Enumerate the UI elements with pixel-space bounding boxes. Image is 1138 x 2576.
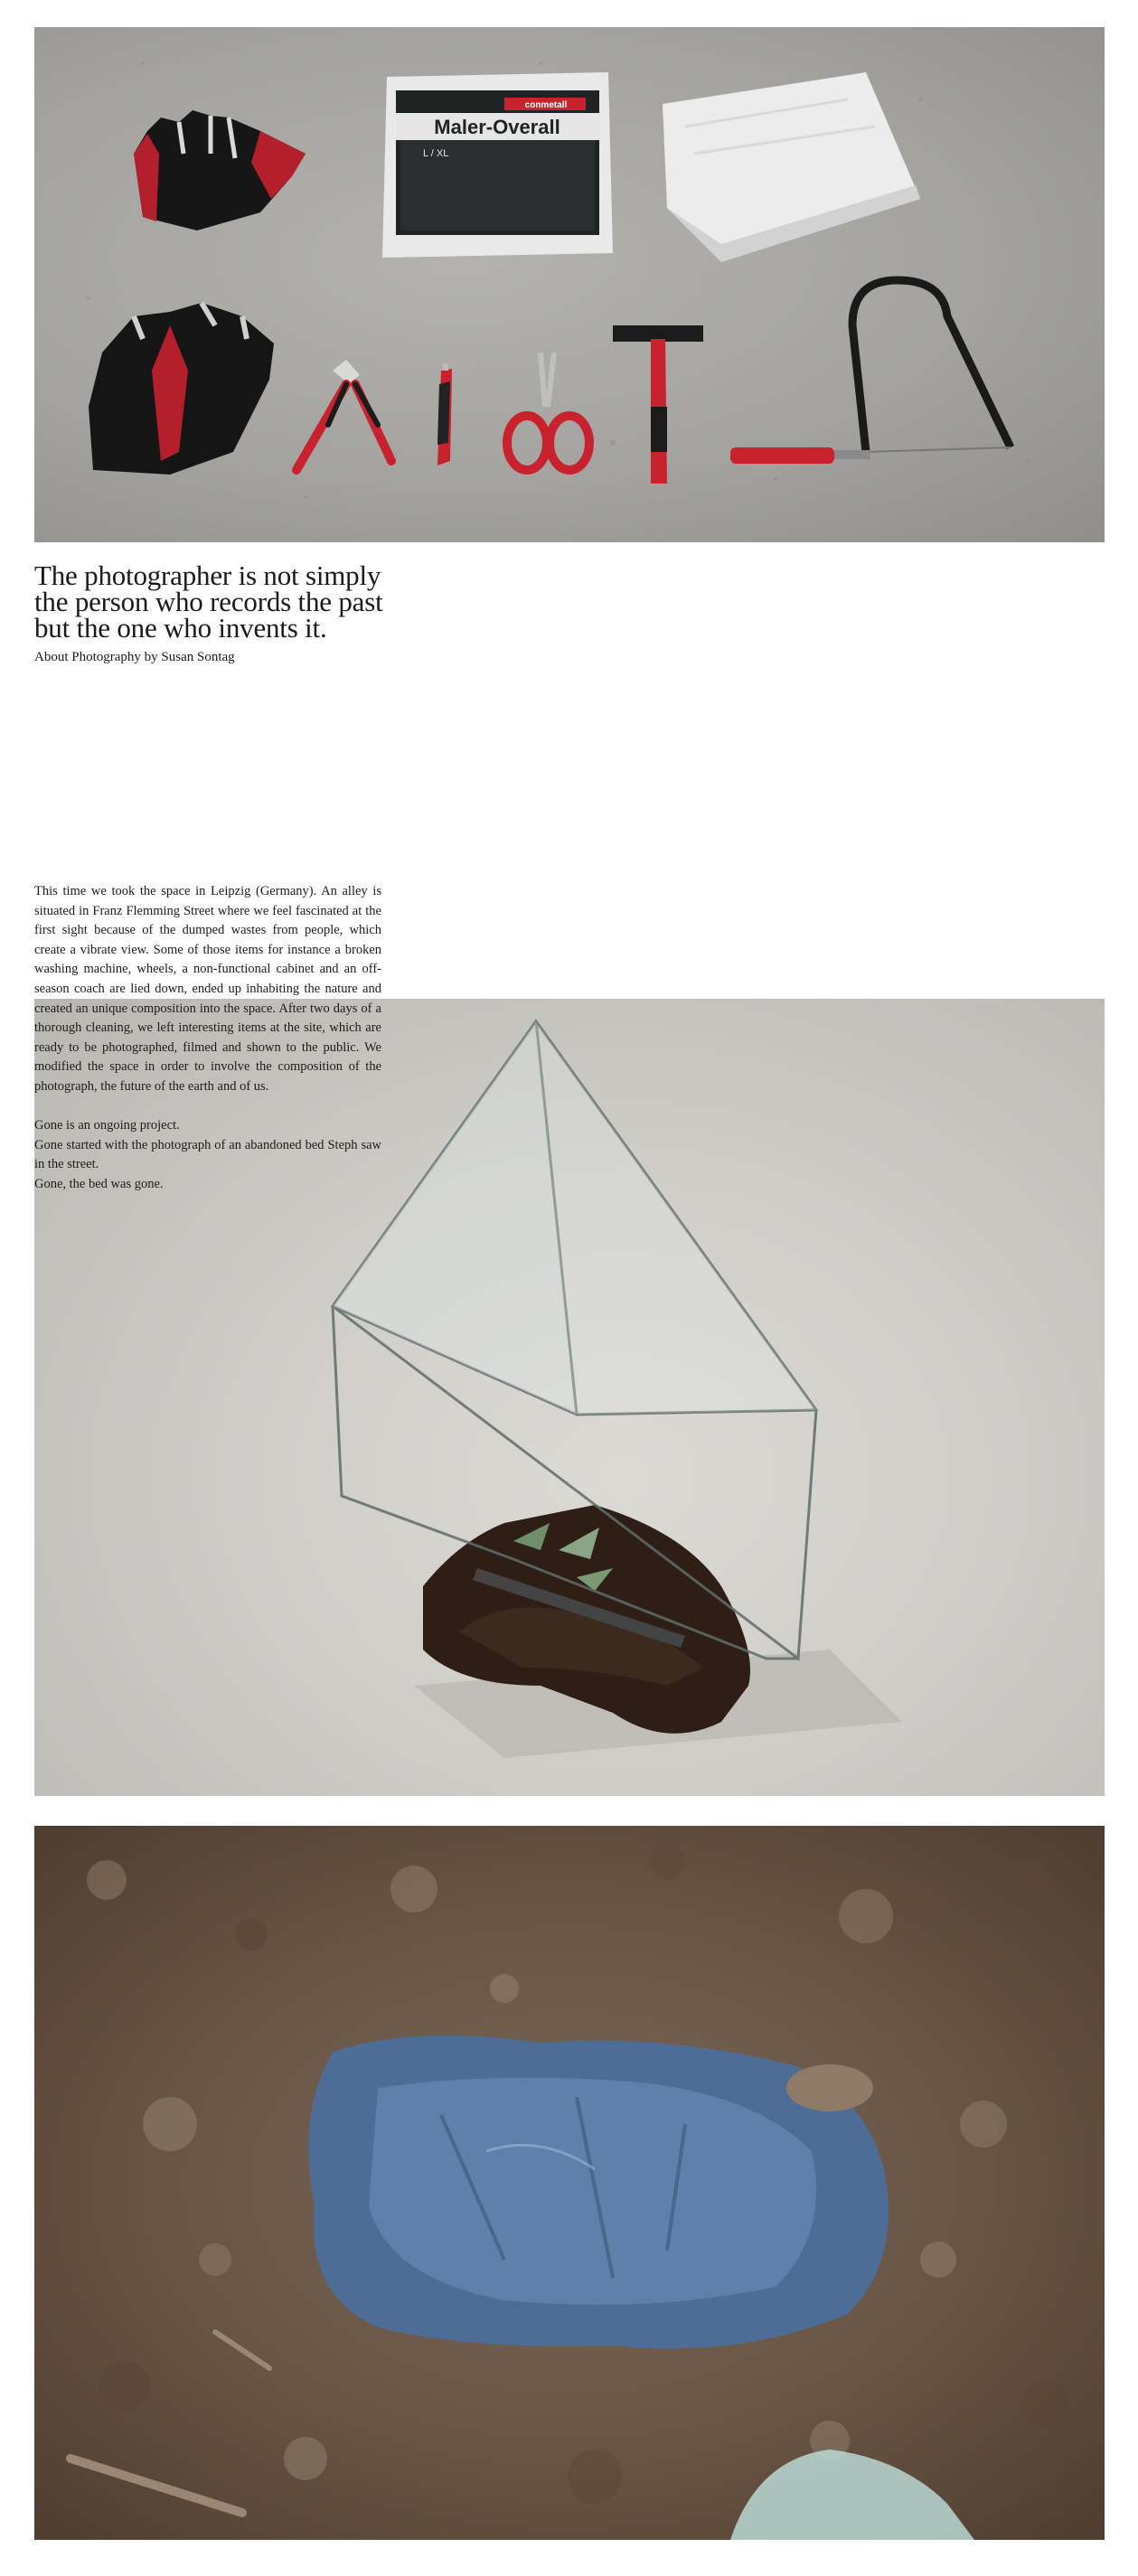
tools-photo-illustration (34, 27, 1105, 542)
description-line-1: Gone is an ongoing project. (34, 1118, 180, 1133)
gloves-red-icon (134, 110, 306, 230)
scissors-icon (507, 353, 589, 470)
project-description (34, 882, 381, 1195)
overall-package-brand: conmetall (524, 100, 568, 110)
pliers-icon (296, 360, 391, 470)
white-cloth (663, 72, 920, 262)
box-cutter-icon (437, 363, 452, 465)
gloves-black-icon (89, 303, 274, 475)
overall-package-title: Maler-Overall (434, 116, 560, 138)
hammer-icon (613, 325, 703, 484)
overall-package (382, 72, 613, 258)
coping-saw-icon (730, 280, 1011, 464)
description-line-3: Gone, the bed was gone. (34, 1176, 164, 1191)
description-line-2: Gone started with the photograph of an abandoned bed Steph saw in the street. (34, 1137, 381, 1172)
description-paragraph: This time we took the space in Leipzig (Germany). An alley is situated in Franz Flemming Street where we feel fascinated at the first sight because of the dumped wastes from people, which create a vibrate view. Some of those items for instance a broken washing machine, wheels, a non-functional cabinet and an off-season coach are lied down, ended up inhabiting the nature and created an unique composition into the space. After two days of a thorough cleaning, we left interesting items at the site, which are ready to be photographed, filmed and shown to the public. We modified the space in order to involve the composition of the photograph, the future of the earth and of us. (34, 884, 381, 1094)
quote-block (34, 559, 396, 665)
quote-text: The photographer is not simply the person who records the past but the one who invents it. (34, 559, 383, 644)
soil-glass-photo (34, 1826, 1105, 2540)
tools-photo (34, 27, 1105, 542)
soil-glass-illustration (34, 1826, 1105, 2540)
overall-package-size: L / XL (423, 148, 449, 159)
quote-attribution: About Photography by Susan Sontag (34, 650, 235, 664)
